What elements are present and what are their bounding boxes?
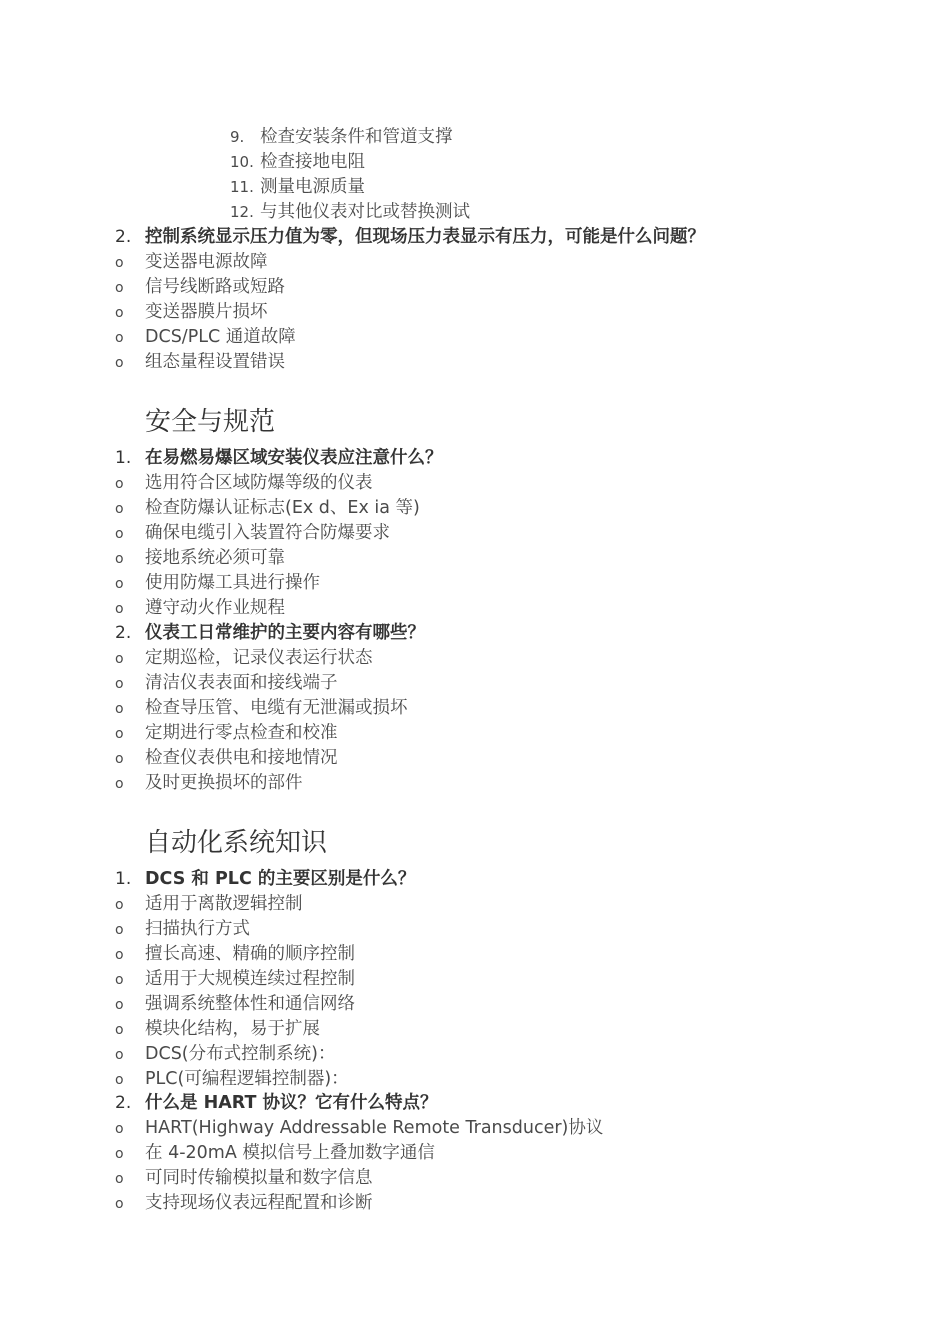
bullet-item	[115, 1166, 373, 1191]
bullet-text: 支持现场仪表远程配置和诊断	[145, 1193, 373, 1213]
bullet-text: PLC(可编程逻辑控制器)：	[145, 1069, 349, 1089]
question-number: 2.	[115, 1093, 132, 1113]
bullet-item	[115, 496, 420, 521]
bullet-marker: o	[115, 947, 124, 963]
bullet-text: 可同时传输模拟量和数字信息	[145, 1168, 373, 1188]
sub-list-item	[230, 200, 470, 225]
item-number: 11.	[230, 178, 254, 196]
bullet-text: DCS(分布式控制系统)：	[145, 1044, 336, 1064]
bullet-text: 在 4-20mA 模拟信号上叠加数字通信	[145, 1143, 435, 1163]
question-number: 2.	[115, 623, 132, 643]
bullet-item	[115, 1116, 603, 1141]
bullet-marker: o	[115, 676, 124, 692]
question	[115, 867, 415, 892]
bullet-marker: o	[115, 1047, 124, 1063]
bullet-text: 确保电缆引入装置符合防爆要求	[145, 523, 390, 543]
question-text: 仪表工日常维护的主要内容有哪些？	[145, 623, 425, 643]
question-text: DCS 和 PLC 的主要区别是什么？	[145, 869, 416, 889]
bullet-item	[115, 521, 390, 546]
question	[115, 1091, 438, 1116]
item-text: 测量电源质量	[260, 177, 365, 197]
bullet-text: 变送器膜片损坏	[145, 302, 268, 322]
bullet-marker: o	[115, 1121, 124, 1137]
question-number: 2.	[115, 227, 132, 247]
bullet-marker: o	[115, 726, 124, 742]
bullet-text: 定期巡检，记录仪表运行状态	[145, 648, 373, 668]
bullet-text: 信号线断路或短路	[145, 277, 285, 297]
bullet-marker: o	[115, 1146, 124, 1162]
bullet-text: 变送器电源故障	[145, 252, 268, 272]
bullet-marker: o	[115, 255, 124, 271]
bullet-marker: o	[115, 280, 124, 296]
bullet-item	[115, 646, 373, 671]
bullet-text: 清洁仪表表面和接线端子	[145, 673, 338, 693]
bullet-text: DCS/PLC 通道故障	[145, 327, 296, 347]
bullet-item	[115, 892, 303, 917]
bullet-marker: o	[115, 576, 124, 592]
bullet-text: 使用防爆工具进行操作	[145, 573, 320, 593]
question	[115, 446, 443, 471]
bullet-text: 擅长高速、精确的顺序控制	[145, 944, 355, 964]
bullet-item	[115, 967, 355, 992]
bullet-marker: o	[115, 776, 124, 792]
bullet-marker: o	[115, 501, 124, 517]
bullet-item	[115, 300, 268, 325]
bullet-item	[115, 671, 338, 696]
item-text: 与其他仪表对比或替换测试	[260, 202, 470, 222]
bullet-marker: o	[115, 972, 124, 988]
bullet-item	[115, 942, 355, 967]
bullet-marker: o	[115, 701, 124, 717]
bullet-item	[115, 250, 268, 275]
question-number: 1.	[115, 869, 132, 889]
bullet-text: 适用于大规模连续过程控制	[145, 969, 355, 989]
item-number: 9.	[230, 128, 245, 146]
bullet-marker: o	[115, 551, 124, 567]
bullet-marker: o	[115, 1072, 124, 1088]
bullet-marker: o	[115, 897, 124, 913]
bullet-marker: o	[115, 526, 124, 542]
bullet-item	[115, 721, 338, 746]
bullet-text: 适用于离散逻辑控制	[145, 894, 303, 914]
bullet-item	[115, 1067, 349, 1092]
item-number: 10.	[230, 153, 254, 171]
question-text: 控制系统显示压力值为零，但现场压力表显示有压力，可能是什么问题？	[145, 227, 705, 247]
sub-list-item	[230, 175, 365, 200]
bullet-text: 组态量程设置错误	[145, 352, 285, 372]
bullet-text: 模块化结构，易于扩展	[145, 1019, 320, 1039]
bullet-text: 检查导压管、电缆有无泄漏或损坏	[145, 698, 408, 718]
bullet-item	[115, 471, 373, 496]
bullet-item	[115, 350, 285, 375]
bullet-item	[115, 696, 408, 721]
question	[115, 621, 425, 646]
item-text: 检查安装条件和管道支撑	[260, 127, 453, 147]
bullet-marker: o	[115, 305, 124, 321]
bullet-text: 接地系统必须可靠	[145, 548, 285, 568]
bullet-marker: o	[115, 355, 124, 371]
bullet-marker: o	[115, 1171, 124, 1187]
bullet-item	[115, 746, 338, 771]
bullet-text: 检查防爆认证标志(Ex d、Ex ia 等)	[145, 498, 420, 518]
bullet-text: 选用符合区域防爆等级的仪表	[145, 473, 373, 493]
bullet-item	[115, 771, 303, 796]
bullet-text: 遵守动火作业规程	[145, 598, 285, 618]
bullet-marker: o	[115, 601, 124, 617]
bullet-marker: o	[115, 997, 124, 1013]
item-number: 12.	[230, 203, 254, 221]
bullet-marker: o	[115, 751, 124, 767]
bullet-item	[115, 1017, 320, 1042]
bullet-text: 定期进行零点检查和校准	[145, 723, 338, 743]
section-heading-safety: 安全与规范	[145, 407, 276, 437]
bullet-item	[115, 917, 250, 942]
question-text: 在易燃易爆区域安装仪表应注意什么？	[145, 448, 443, 468]
bullet-item	[115, 325, 296, 350]
bullet-marker: o	[115, 1196, 124, 1212]
bullet-text: 扫描执行方式	[145, 919, 250, 939]
bullet-text: 检查仪表供电和接地情况	[145, 748, 338, 768]
sub-list-item	[230, 125, 453, 150]
bullet-item	[115, 571, 320, 596]
bullet-marker: o	[115, 1022, 124, 1038]
section-heading-automation: 自动化系统知识	[145, 828, 328, 858]
sub-list-item	[230, 150, 365, 175]
bullet-marker: o	[115, 651, 124, 667]
bullet-item	[115, 596, 285, 621]
bullet-item	[115, 275, 285, 300]
bullet-item	[115, 1042, 335, 1067]
bullet-item	[115, 992, 355, 1017]
bullet-marker: o	[115, 476, 124, 492]
bullet-text: 及时更换损坏的部件	[145, 773, 303, 793]
bullet-text: HART(Highway Addressable Remote Transducer)协议	[145, 1118, 604, 1138]
bullet-marker: o	[115, 330, 124, 346]
bullet-item	[115, 546, 285, 571]
item-text: 检查接地电阻	[260, 152, 365, 172]
bullet-text: 强调系统整体性和通信网络	[145, 994, 355, 1014]
bullet-item	[115, 1141, 435, 1166]
question-text: 什么是 HART 协议？它有什么特点？	[145, 1093, 438, 1113]
question	[115, 225, 705, 250]
bullet-item	[115, 1191, 373, 1216]
bullet-marker: o	[115, 922, 124, 938]
question-number: 1.	[115, 448, 132, 468]
